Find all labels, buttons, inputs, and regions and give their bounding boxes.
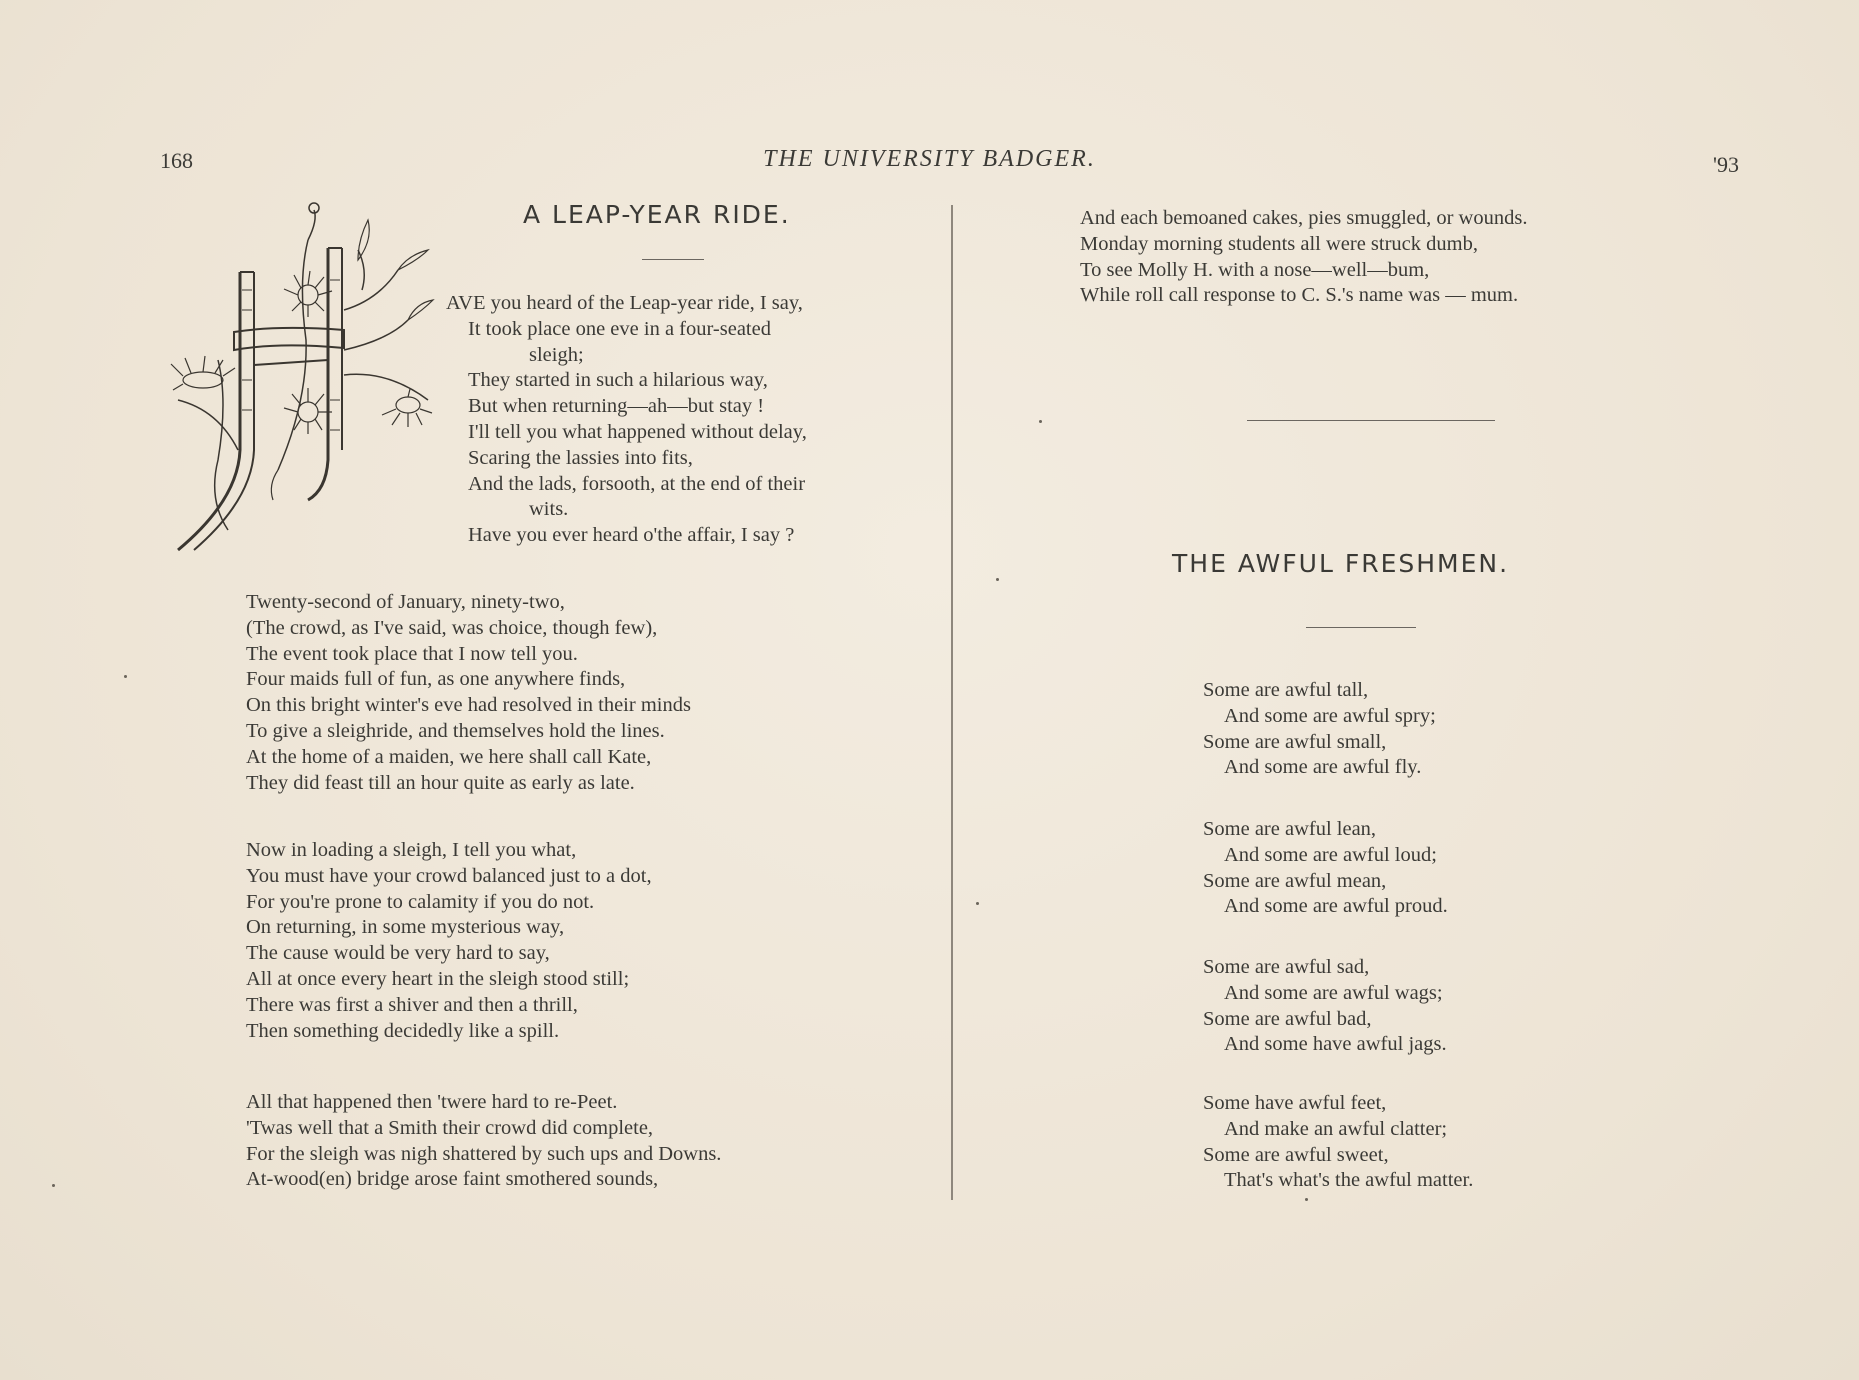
verse-line: At-wood(en) bridge arose faint smothered sounds, xyxy=(246,1168,659,1191)
verse-line: That's what's the awful matter. xyxy=(1224,1169,1474,1192)
verse-line: And some are awful wags; xyxy=(1224,981,1443,1004)
freshmen-stanza-3 xyxy=(1203,955,1447,1058)
leap-year-stanza-3 xyxy=(246,838,652,1044)
verse-line: Scaring the lassies into fits, xyxy=(468,446,693,469)
verse-line: Have you ever heard o'the affair, I say ? xyxy=(468,524,795,547)
freshmen-stanza-1 xyxy=(1203,678,1436,781)
freshmen-stanza-2 xyxy=(1203,817,1448,920)
verse-line: Some are awful lean, xyxy=(1203,818,1377,840)
verse-line: Some have awful feet, xyxy=(1203,1092,1387,1114)
verse-line: They started in such a hilarious way, xyxy=(468,369,768,392)
verse-line: And some are awful loud; xyxy=(1224,843,1437,866)
verse-line: Some are awful sad, xyxy=(1203,956,1370,978)
poem-title-leap-year-ride: A LEAP-YEAR RIDE. xyxy=(523,200,791,229)
verse-line: AVE you heard of the Leap-year ride, I say, xyxy=(446,292,803,314)
running-title: THE UNIVERSITY BADGER. xyxy=(763,146,1096,172)
verse-line: It took place one eve in a four-seated xyxy=(468,317,771,340)
leap-year-stanza-4 xyxy=(246,1090,721,1193)
verse-line: 'Twas well that a Smith their crowd did complete, xyxy=(246,1116,654,1139)
leap-year-continuation xyxy=(1080,206,1527,309)
verse-line: Monday morning students all were struck dumb, xyxy=(1080,232,1478,255)
verse-line: I'll tell you what happened without delay, xyxy=(468,420,807,443)
verse-line: The cause would be very hard to say, xyxy=(246,942,550,965)
verse-line: Some are awful bad, xyxy=(1203,1007,1372,1030)
poem-title-awful-freshmen: THE AWFUL FRESHMEN. xyxy=(1172,549,1510,578)
title-rule xyxy=(642,259,704,260)
verse-line: But when returning—ah—but stay ! xyxy=(468,395,765,418)
page-number: 168 xyxy=(160,148,193,173)
verse-line: And some have awful jags. xyxy=(1224,1033,1447,1056)
verse-line: At the home of a maiden, we here shall call Kate, xyxy=(246,745,652,768)
verse-line: To give a sleighride, and themselves hold the lines. xyxy=(246,719,665,742)
verse-line: Four maids full of fun, as one anywhere finds, xyxy=(246,668,626,691)
verse-line: And some are awful proud. xyxy=(1224,895,1448,918)
year-label: '93 xyxy=(1713,152,1739,177)
paper-speck xyxy=(52,1184,55,1187)
verse-line: There was first a shiver and then a thrill, xyxy=(246,993,578,1016)
verse-line: For you're prone to calamity if you do not. xyxy=(246,890,595,913)
column-divider xyxy=(951,205,953,1200)
verse-line: You must have your crowd balanced just to a dot, xyxy=(246,864,652,887)
verse-line: wits. xyxy=(529,498,569,521)
verse-line: For the sleigh was nigh shattered by such ups and Downs. xyxy=(246,1142,722,1165)
leap-year-stanza-1 xyxy=(446,291,807,549)
paper-speck xyxy=(1305,1198,1308,1201)
decorated-initial-h xyxy=(158,200,448,560)
verse-line: Some are awful sweet, xyxy=(1203,1143,1389,1166)
verse-line: On this bright winter's eve had resolved in their minds xyxy=(246,694,691,717)
end-of-poem-rule xyxy=(1247,420,1495,421)
paper-speck xyxy=(124,675,127,678)
floral-initial-icon xyxy=(158,200,448,560)
verse-line: And some are awful fly. xyxy=(1224,756,1422,779)
leap-year-stanza-2 xyxy=(246,590,691,796)
verse-line: They did feast till an hour quite as early as late. xyxy=(246,771,635,794)
verse-line: Then something decidedly like a spill. xyxy=(246,1019,560,1042)
verse-line: Now in loading a sleigh, I tell you what, xyxy=(246,839,577,861)
freshmen-stanza-4 xyxy=(1203,1091,1473,1194)
verse-line: To see Molly H. with a nose—well—bum, xyxy=(1080,258,1430,281)
verse-line: On returning, in some mysterious way, xyxy=(246,916,565,939)
verse-line: Some are awful small, xyxy=(1203,730,1387,753)
verse-line: All at once every heart in the sleigh stood still; xyxy=(246,967,630,990)
verse-line: While roll call response to C. S.'s name was — mum. xyxy=(1080,284,1519,307)
verse-line: And make an awful clatter; xyxy=(1224,1117,1448,1140)
verse-line: And some are awful spry; xyxy=(1224,704,1436,727)
verse-line: And the lads, forsooth, at the end of their xyxy=(468,472,806,495)
paper-speck xyxy=(1039,420,1042,423)
paper-speck xyxy=(976,902,979,905)
verse-line: The event took place that I now tell you. xyxy=(246,642,578,665)
verse-line: All that happened then 'twere hard to re-Peet. xyxy=(246,1091,618,1113)
title-rule xyxy=(1306,627,1416,628)
verse-line: Twenty-second of January, ninety-two, xyxy=(246,591,565,613)
verse-line: And each bemoaned cakes, pies smuggled, or wounds. xyxy=(1080,207,1528,229)
verse-line: Some are awful tall, xyxy=(1203,679,1369,701)
verse-line: Some are awful mean, xyxy=(1203,869,1387,892)
verse-line: sleigh; xyxy=(529,343,584,366)
paper-speck xyxy=(996,578,999,581)
verse-line: (The crowd, as I've said, was choice, though few), xyxy=(246,616,658,639)
